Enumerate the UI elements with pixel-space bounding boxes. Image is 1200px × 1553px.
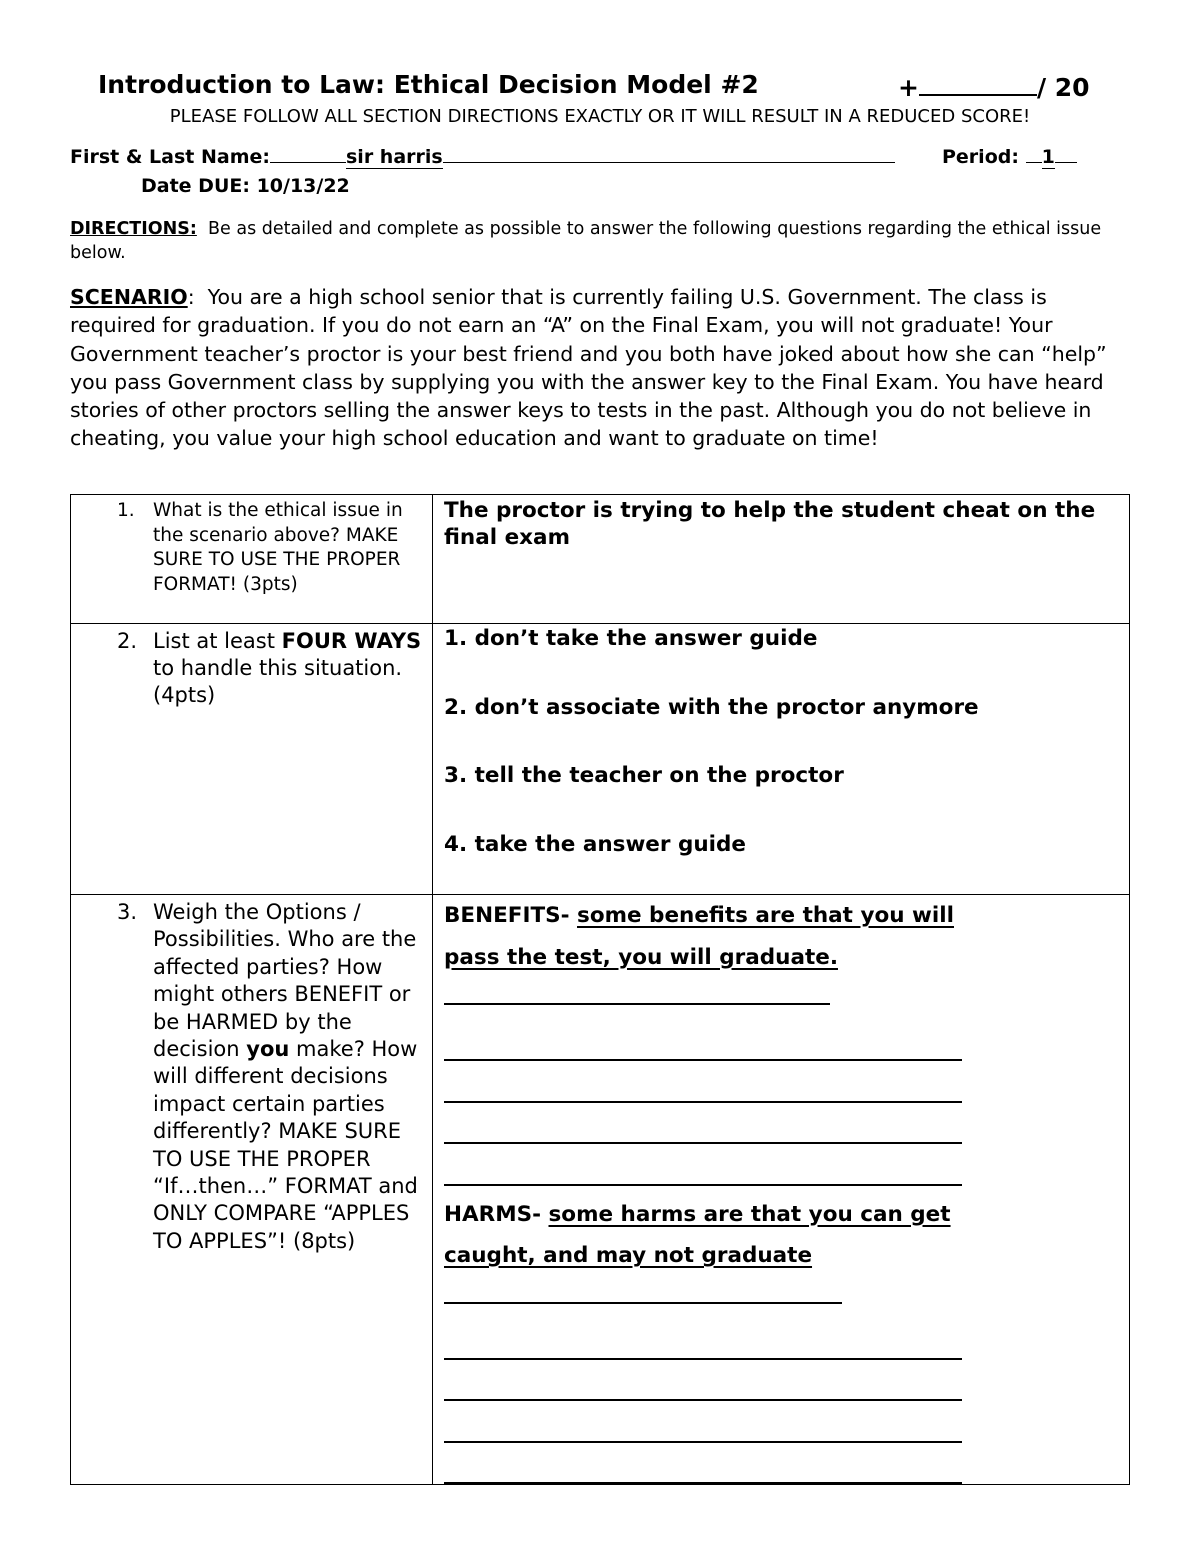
name-label: First & Last Name: [70,146,270,168]
table-row [71,895,1130,1485]
period-group [942,146,1077,168]
scenario-label: SCENARIO [70,285,188,309]
answer-blank-line[interactable] [444,1061,962,1103]
directions [70,217,1130,265]
answer-2[interactable] [433,624,1129,858]
answer-cell[interactable] [433,895,1130,1485]
period-field[interactable]: 1 [1041,146,1055,168]
warning-text: PLEASE FOLLOW ALL SECTION DIRECTIONS EXACTLY OR IT WILL RESULT IN A REDUCED SCORE! [169,106,1031,127]
question-2-text: List at least [153,629,275,653]
question-1-format-note: MAKE SURE TO USE THE PROPER FORMAT! [153,524,401,596]
due-date-label: Date DUE: [141,175,250,197]
question-3 [71,895,432,1255]
answer-1[interactable]: The proctor is trying to help the student cheat on the final exam [444,498,1096,550]
question-1-text: What is the ethical issue in the scenario above? [153,500,403,546]
question-number: 3. [117,900,138,924]
period-underline-left [1026,146,1042,163]
score-blank[interactable] [919,70,1037,96]
answer-3[interactable] [433,895,1129,1484]
table-row [71,624,1130,895]
name-field[interactable]: sir harris [346,146,443,168]
answer-blank-line[interactable] [444,1318,962,1360]
question-3-emphasis: you [246,1037,290,1062]
due-date-line [141,175,350,197]
period-label: Period: [942,146,1019,168]
benefits-answer[interactable] [444,895,974,1020]
list-item[interactable]: 4. take the answer guide [444,831,747,857]
directions-label: DIRECTIONS: [70,219,197,239]
question-number: 1. [117,500,135,521]
score-box [898,70,1090,102]
answer-cell[interactable] [433,624,1130,895]
answer-blank-line [444,981,830,1005]
question-table [70,494,1130,1485]
answer-blank-line[interactable] [444,1401,962,1443]
score-prefix: + [898,73,919,102]
question-cell [71,624,433,895]
table-row [71,495,1130,624]
question-number: 2. [117,629,138,653]
scenario-text: You are a high school senior that is currently failing U.S. Government. The class is required for graduation. If you do not earn an “A” on the Final Exam, you will not graduate! Your Government teacher’s proctor is your best friend and you both have joked about how she can “help” you pass Government class by supplying you with the answer key to the Final Exam. You have heard stories of other proctors selling the answer keys to tests in the past. Although you do not believe in cheating, you value your high school education and want to graduate on time! [70,285,1107,451]
question-3-text: Weigh the Options / Possibilities. Who are the affected parties? How might others BENEFIT or be HARMED by the decision [153,900,417,1062]
list-item[interactable]: 3. tell the teacher on the proctor [444,763,844,788]
answer-blank-line[interactable] [444,1020,962,1062]
answer-blank-line[interactable] [444,1443,962,1485]
benefits-text[interactable]: some benefits are that you will pass the test, you will graduate. [444,903,954,970]
question-cell [71,895,433,1485]
question-3-text-end: make? How will different decisions impact certain parties differently? MAKE SURE TO USE THE PROPER “If…then…” FORMAT and ONLY COMPARE “APPLES TO APPLES”! (8pts) [153,1037,418,1253]
name-underline-right [443,146,895,163]
score-total: / 20 [1036,73,1090,102]
worksheet-header [70,70,1130,106]
directions-text: Be as detailed and complete as possible to answer the following questions regarding the ethical issue below. [70,219,1102,263]
answer-blank-line [444,1280,842,1304]
list-item[interactable]: 1. don’t take the answer guide [444,626,818,651]
period-underline-right [1055,146,1077,163]
answer-blank-line[interactable] [444,1360,962,1402]
answer-blank-line[interactable] [444,1103,962,1145]
name-underline-left [270,146,346,163]
question-1-points: (3pts) [242,574,298,596]
benefits-label: BENEFITS- [444,903,570,928]
question-2-emphasis: FOUR WAYS [281,629,422,653]
question-cell [71,495,433,624]
answer-cell[interactable] [433,495,1130,624]
list-item[interactable]: 2. don’t associate with the proctor anymore [444,694,979,720]
question-2-points: (4pts) [153,683,216,707]
page-title: Introduction to Law: Ethical Decision Model #2 [98,70,759,99]
scenario: SCENARIO: You are a high school senior that is currently failing U.S. Government. The class is required for graduation. If you do not earn an “A” on the Final Exam, you will not graduate! Your Government teacher’s proctor is your best friend and you both have joked about how she can “help” you pass Government class by supplying you with the answer key to the Final Exam. You have heard stories of other proctors selling the answer keys to tests in the past. Although you do not believe in cheating, you value your high school education and want to graduate on time! [70,285,1107,451]
harms-text[interactable]: some harms are that you can get caught, and may not graduate [444,1201,951,1268]
answer-blank-line[interactable] [444,1144,962,1186]
name-line [70,146,1130,168]
question-2-text-end: to handle this situation. [153,656,403,680]
harms-label: HARMS- [444,1201,541,1227]
due-date-value: 10/13/22 [256,175,350,197]
question-1 [71,495,432,598]
question-2 [71,624,432,709]
harms-answer[interactable] [444,1194,984,1319]
